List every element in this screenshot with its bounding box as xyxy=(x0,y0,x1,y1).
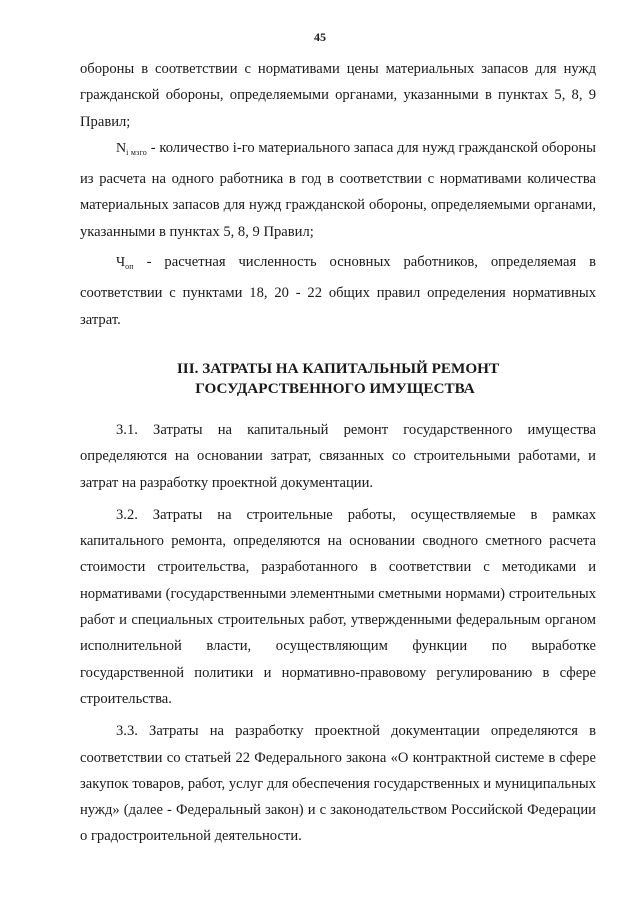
intro-paragraph: обороны в соответствии с нормативами цены материальных запасов для нужд гражданской обороны, определяемыми органами, указанными в пунктах 5, 8, 9 Правил; xyxy=(80,61,596,130)
section-title xyxy=(80,359,596,399)
paragraph-3-3: 3.3. Затраты на разработку проектной документации определяются в соответствии со статьей 22 Федерального закона «О контрактной системе в сфере закупок товаров, работ, услуг для обеспечения государственных и муниципальных нужд» (далее - Федеральный закон) и с законодательством Российской Федерации о градостроительной деятельности. xyxy=(80,723,596,845)
definition-ch-op xyxy=(80,249,596,333)
symbol-n: N xyxy=(116,140,127,156)
paragraph-3-2: 3.2. Затраты на строительные работы, осуществляемые в рамках капитального ремонта, определяются на основании сводного сметного расчета стоимости строительства, разработанного в соответствии с методиками и нормативами (государственными элементными сметными нормами) строительных работ и специальных строительных работ, утвержденными федеральным органом исполнительной власти, осуществляющим функции по выработке государственной политики и нормативно-правовому регулированию в сфере строительства. xyxy=(80,506,596,707)
document-body xyxy=(80,56,596,850)
symbol-ch: Ч xyxy=(116,255,126,271)
definition-ch-text: - расчетная численность основных работников, определяемая в соответствии с пунктами 18, 20 - 22 общих правил определения нормативных затрат. xyxy=(80,254,596,328)
subscript-op: оп xyxy=(125,262,134,272)
page-number: 45 xyxy=(314,30,326,44)
definition-n-mzgo xyxy=(80,135,596,245)
subscript-mzgo: i мзго xyxy=(126,147,147,157)
definition-n-text: - количество i-го материального запаса для нужд гражданской обороны из расчета на одного работника в год в соответствии с нормативами количества материальных запасов для нужд гражданской обороны, определяемыми органами, указанными в пунктах 5, 8, 9 Правил; xyxy=(80,139,596,240)
section-title-line-1: III. ЗАТРАТЫ НА КАПИТАЛЬНЫЙ РЕМОНТ xyxy=(176,359,500,377)
section-title-line-2: ГОСУДАРСТВЕННОГО ИМУЩЕСТВА xyxy=(195,379,475,397)
paragraph-3-1: 3.1. Затраты на капитальный ремонт государственного имущества определяются на основании затрат, связанных со строительными работами, и затрат на разработку проектной документации. xyxy=(80,421,596,491)
